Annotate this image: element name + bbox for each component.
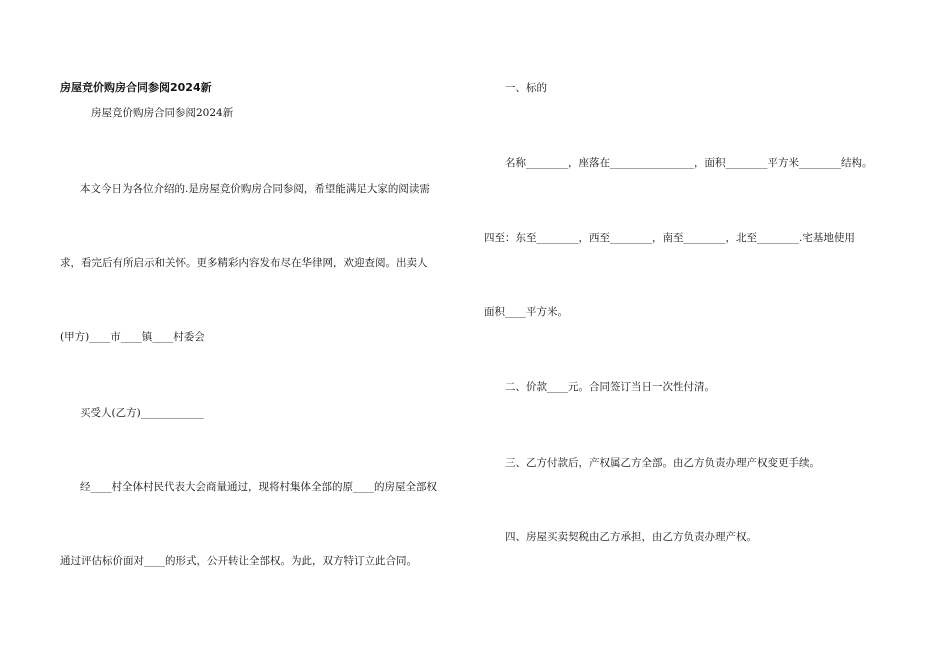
section-heading-tax: 四、房屋买卖契税由乙方承担，由乙方负责办理产权。 <box>505 531 757 543</box>
land-area-line: 面积____平方米。 <box>484 306 568 318</box>
body-paragraph-line-1: 经____村全体村民代表大会商量通过，现将村集体全部的原____的房屋全部权 <box>80 481 437 493</box>
section-heading-ownership: 三、乙方付款后，产权属乙方全部。由乙方负责办理产权变更手续。 <box>505 457 820 469</box>
body-paragraph-line-2: 通过评估标价面对____的形式，公开转让全部权。为此，双方特订立此合同。 <box>60 555 417 567</box>
seller-line: (甲方)____市____镇____村委会 <box>60 331 205 343</box>
property-bounds-line: 四至：东至________，西至________，南至________，北至________.宅基地使用 <box>484 232 855 244</box>
document-subtitle: 房屋竞价购房合同参阅2024新 <box>91 107 234 119</box>
section-heading-subject: 一、标的 <box>505 82 547 94</box>
section-heading-price: 二、价款____元。合同签订当日一次性付清。 <box>505 381 715 393</box>
document-title: 房屋竞价购房合同参阅2024新 <box>60 81 212 94</box>
intro-paragraph-line-2: 求，看完后有所启示和关怀。更多精彩内容发布尽在华律网，欢迎查阅。出卖人 <box>60 257 428 269</box>
intro-paragraph-line-1: 本文今日为各位介绍的.是房屋竞价购房合同参阅，希望能满足大家的阅读需 <box>80 183 430 195</box>
buyer-line: 买受人(乙方)____________ <box>80 407 204 419</box>
property-name-line: 名称________，座落在________________，面积________平方米________结构。 <box>505 157 873 169</box>
